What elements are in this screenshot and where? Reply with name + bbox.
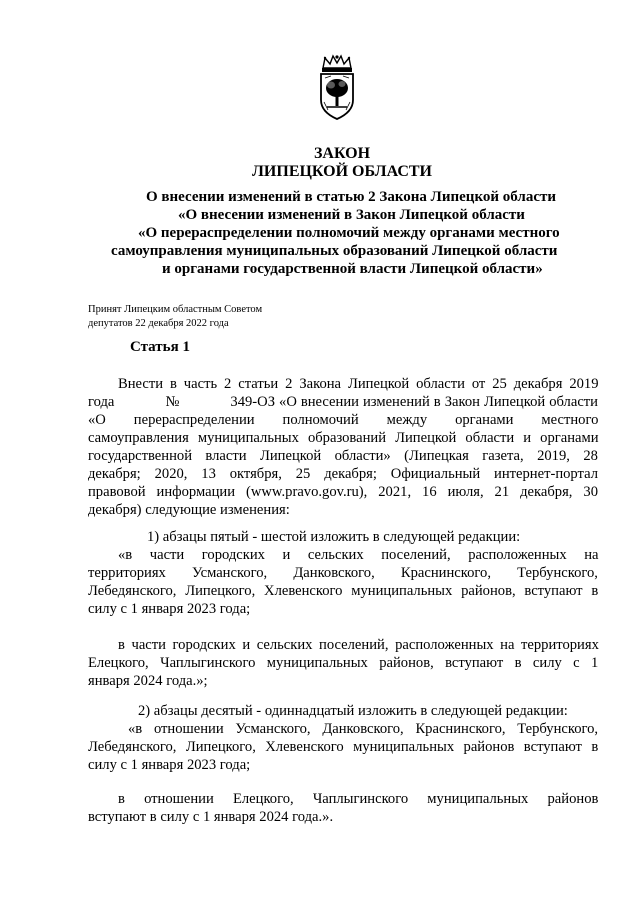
item-1-line: «в части городских и сельских поселений, расположенных на xyxy=(118,547,599,563)
intro-line: «О перераспределении полномочий между органами местного xyxy=(88,412,599,428)
item-2 xyxy=(88,702,598,774)
item-1 xyxy=(88,528,598,618)
intro-line: правовой информации (www.pravo.gov.ru), 2021, 16 июля, 21 декабря, 30 xyxy=(88,484,598,500)
title-line-2: «О внесении изменений в Закон Липецкой области xyxy=(178,207,525,223)
law-region: ЛИПЕЦКОЙ ОБЛАСТИ xyxy=(252,163,432,180)
item-2-line: силу с 1 января 2023 года; xyxy=(88,757,251,773)
title-line-1: О внесении изменений в статью 2 Закона Липецкой области xyxy=(146,189,556,205)
item-1-line: января 2024 года.»; xyxy=(88,673,208,689)
coat-of-arms-emblem xyxy=(313,54,361,122)
item-2-line: в отношении Елецкого, Чаплыгинского муниципальных районов xyxy=(118,791,599,807)
item-1-line: силу с 1 января 2023 года; xyxy=(88,601,251,617)
intro-line: самоуправления муниципальных образований Липецкой области и органами xyxy=(88,430,599,446)
intro-line: государственной власти Липецкой области» (Липецкая газета, 2019, 28 xyxy=(88,448,598,464)
item-1-line: территориях Усманского, Данковского, Краснинского, Тербунского, xyxy=(88,565,598,581)
intro-line: года № 349-ОЗ «О внесении изменений в Закон Липецкой области xyxy=(88,394,598,410)
intro-line: Внести в часть 2 статьи 2 Закона Липецкой области от 25 декабря 2019 xyxy=(118,376,599,392)
adoption-line-1: Принят Липецким областным Советом xyxy=(88,304,263,315)
item-1-line: в части городских и сельских поселений, расположенных на территориях xyxy=(118,637,599,653)
item-1-label: 1) абзацы пятый - шестой изложить в следующей редакции: xyxy=(147,529,521,545)
item-2-line: «в отношении Усманского, Данковского, Краснинского, Тербунского, xyxy=(128,721,599,737)
title-line-3: «О перераспределении полномочий между органами местного xyxy=(138,225,560,241)
item-1-line: Елецкого, Чаплыгинского муниципальных районов, вступают в силу с 1 xyxy=(88,655,599,671)
intro-paragraph xyxy=(88,375,598,519)
item-1-line: Лебедянского, Липецкого, Хлевенского муниципальных районов, вступают в xyxy=(88,583,599,599)
item-2-line: вступают в силу с 1 января 2024 года.». xyxy=(88,809,334,825)
intro-line: декабря) следующие изменения: xyxy=(88,502,290,518)
intro-line: декабря; 2020, 13 октября, 25 декабря; Официальный интернет-портал xyxy=(88,466,598,482)
item-2-paragraph-2 xyxy=(88,790,598,826)
title-line-5: и органами государственной власти Липецкой области» xyxy=(162,261,543,277)
item-2-label: 2) абзацы десятый - одиннадцатый изложить в следующей редакции: xyxy=(138,703,568,719)
item-1-paragraph-2 xyxy=(88,636,598,690)
item-2-line: Лебедянского, Липецкого, Хлевенского муниципальных районов вступают в xyxy=(88,739,599,755)
title-line-4: самоуправления муниципальных образований Липецкой области xyxy=(111,243,558,259)
article-heading: Статья 1 xyxy=(130,339,190,355)
law-doc-type: ЗАКОН xyxy=(313,145,371,162)
adoption-line-2: депутатов 22 декабря 2022 года xyxy=(88,318,229,329)
